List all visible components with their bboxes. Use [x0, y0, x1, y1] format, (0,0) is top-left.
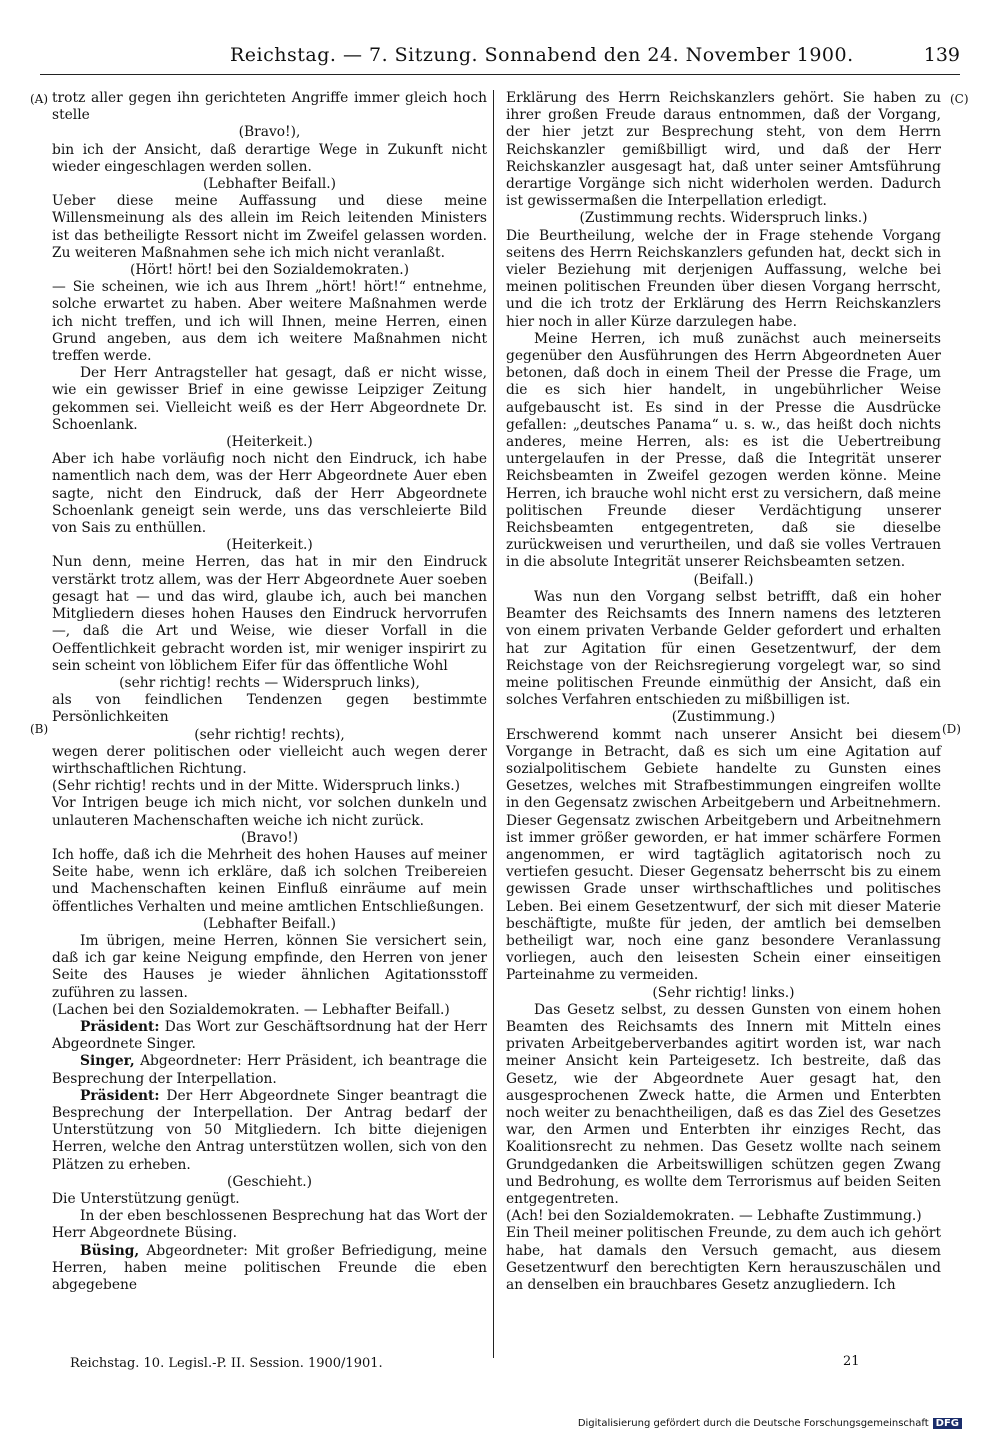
interjection: (sehr richtig! rechts),	[194, 726, 345, 743]
paragraph: Ich hoffe, daß ich die Mehrheit des hohen Hauses auf meiner Seite habe, wenn ich erkläre, daß ich solchen Treibereien und Machenschaften keinen Einfluß einräume auf mein öffentliches Verhalten und meine amtlichen Entschließungen.	[52, 846, 487, 915]
paragraph: Erklärung des Herrn Reichskanzlers gehört. Sie haben zu ihrer großen Freude daraus entnommen, daß der Vorgang, der hier jetzt zur Besprechung steht, von dem Herrn Reichskanzler gemißbilligt wird, und daß der Herr Reichskanzler ausgesagt hat, daß unter seiner Amtsführung derartige Vorgänge sich nicht widerholen werden. Dadurch ist gewissermaßen die Interpellation erledigt.	[506, 90, 941, 210]
speaker-name: Singer,	[80, 1053, 135, 1070]
margin-marker-b: (B)	[30, 722, 49, 736]
paragraph: bin ich der Ansicht, daß derartige Wege in Zukunft nicht wieder eingeschlagen werden sollen.	[52, 141, 487, 175]
right-column	[506, 90, 941, 1294]
paragraph: Nun denn, meine Herren, das hat in mir den Eindruck verstärkt trotz allem, was der Herr Abgeordnete Auer soeben gesagt hat — und das wird, glaube ich, auch bei manchen Mitgliedern dieses hohen Hauses den Eindruck hervorrufen —, daß die Art und Weise, wie dieser Vorfall in die Oeffentlichkeit gebracht worden ist, mir weniger inspirirt zu sein scheint von löblichem Eifer für das öffentliche Wohl	[52, 554, 487, 674]
left-column	[52, 90, 487, 1294]
margin-marker-c: (C)	[950, 92, 969, 106]
footer-signature-number: 21	[843, 1354, 860, 1369]
paragraph: Der Herr Antragsteller hat gesagt, daß er nicht wisse, wie ein gewisser Brief in eine gewisse Leipziger Zeitung gekommen sei. Vielleicht weiß es der Herr Abgeordnete Dr. Schoenlank.	[52, 365, 487, 433]
header-rule	[40, 74, 960, 75]
paragraph: Im übrigen, meine Herren, können Sie versichert sein, daß ich gar keine Neigung empfinde, den Herren von jener Seite des Hauses je wieder ähnlichen Agitationsstoff zuführen zu lassen.	[52, 932, 487, 1001]
header-title: Reichstag. — 7. Sitzung. Sonnabend den 24. November 1900.	[230, 44, 854, 66]
speaker-paragraph	[52, 1088, 487, 1174]
interjection: (Hört! hört! bei den Sozialdemokraten.)	[129, 262, 410, 279]
speech-text: Abgeordneter: Herr Präsident, ich beantrage die Besprechung der Interpellation.	[52, 1053, 487, 1087]
interjection: (Lebhafter Beifall.)	[202, 176, 337, 193]
paragraph: wegen derer politischen oder vielleicht auch wegen derer wirthschaftlichen Richtung.	[52, 743, 487, 777]
interjection: (Sehr richtig! links.)	[652, 984, 795, 1001]
interjection: (Zustimmung.)	[671, 709, 776, 726]
interjection: (sehr richtig! rechts — Widerspruch links),	[119, 674, 420, 691]
paragraph: Das Gesetz selbst, zu dessen Gunsten von einem hohen Beamten des Reichsamts des Innern mit Mitteln eines privaten Arbeitgeberverbandes agitirt worden ist, war nach meiner Ansicht kein Parteigesetz. Ich bestreite, daß das Gesetz, wie der Abgeordnete Auer gesagt hat, den ausgesprochenen Zweck hatte, die Armen und Enterbten noch weiter zu benachtheiligen, daß es das Ziel des Gesetzes war, den Armen und Enterbten ihr einziges Recht, das Koalitionsrecht zu nehmen. Das Gesetz wollte nach seinem Grundgedanken die Arbeitswilligen schützen gegen Zwang und Bedrohung, es wollte dem Terrorismus auf beiden Seiten entgegentreten.	[506, 1001, 941, 1207]
paragraph: Vor Intrigen beuge ich mich nicht, vor solchen dunkeln und unlauteren Machenschaften weiche ich nicht zurück.	[52, 795, 487, 829]
interjection: (Heiterkeit.)	[226, 434, 313, 451]
speaker-paragraph	[52, 1019, 487, 1053]
footer-session-line: Reichstag. 10. Legisl.-P. II. Session. 1900/1901.	[70, 1356, 383, 1371]
paragraph: (Lachen bei den Sozialdemokraten. — Lebhafter Beifall.)	[52, 1001, 450, 1018]
paragraph: Aber ich habe vorläufig noch nicht den Eindruck, ich habe namentlich nach dem, was der Herr Abgeordnete Auer eben sagte, nicht den Eindruck, daß der Herr Abgeordnete Schoenlank geneigt sein werde, uns das verschleierte Bild von Sais zu enthüllen.	[52, 451, 487, 537]
speaker-paragraph	[52, 1243, 487, 1295]
speaker-name: Büsing,	[80, 1242, 140, 1259]
page-number: 139	[923, 44, 960, 66]
page-header	[40, 44, 960, 72]
paragraph: Ein Theil meiner politischen Freunde, zu dem auch ich gehört habe, hat damals den Versuch gemacht, aus diesem Gesetzentwurf den berechtigten Kern herauszuschälen und an denselben ein brauchbares Gesetz anzugliedern. Ich	[506, 1225, 941, 1294]
speaker-name: Präsident:	[80, 1018, 160, 1035]
credit-text: Digitalisierung gefördert durch die Deutsche Forschungsgemeinschaft	[577, 1418, 929, 1429]
margin-marker-d: (D)	[942, 722, 961, 736]
paragraph: als von feindlichen Tendenzen gegen bestimmte Persönlichkeiten	[52, 692, 487, 726]
interjection: (Beifall.)	[693, 571, 754, 588]
paragraph: Die Beurtheilung, welche der in Frage stehende Vorgang seitens des Herrn Reichskanzlers gefunden hat, deckt sich in vieler Beziehung mit derjenigen Auffassung, welche bei meinen politischen Freunden über diesen Vorgang herrscht, und die ich trotz der Erklärung des Herrn Reichskanzlers hier noch in aller Kürze darzulegen habe.	[506, 227, 941, 330]
interjection: (Heiterkeit.)	[226, 537, 313, 554]
margin-marker-a: (A)	[30, 92, 49, 106]
speech-text: Der Herr Abgeordnete Singer beantragt die Besprechung der Interpellation. Der Antrag bedarf der Unterstützung von 50 Mitgliedern. Ich bitte diejenigen Herren, welche den Antrag unterstützen wollen, sich von den Plätzen zu erheben.	[52, 1087, 487, 1173]
speech-text: Das Wort zur Geschäftsordnung hat der Herr Abgeordnete Singer.	[52, 1018, 487, 1053]
interjection: (Zustimmung rechts. Widerspruch links.)	[579, 210, 868, 227]
digitization-credit	[578, 1418, 962, 1429]
interjection: (Bravo!)	[240, 829, 299, 846]
speaker-paragraph	[52, 1053, 487, 1087]
paragraph: In der eben beschlossenen Besprechung hat das Wort der Herr Abgeordnete Büsing.	[52, 1208, 487, 1242]
column-divider	[493, 90, 494, 1358]
speech-text: Abgeordneter: Mit großer Befriedigung, meine Herren, haben meine politischen Freunde die eben abgegebene	[52, 1242, 487, 1294]
interjection: (Lebhafter Beifall.)	[202, 915, 337, 932]
interjection: (Geschieht.)	[226, 1173, 313, 1190]
paragraph: Meine Herren, ich muß zunächst auch meinerseits gegenüber den Ausführungen des Herrn Abgeordneten Auer betonen, daß doch in einem Theil der Presse die Frage, um die es sich hier handelt, in ungebührlicher Weise aufgebauscht ist. Es sind in der Presse die Ausdrücke gefallen: „deutsches Panama“ u. s. w., das heißt doch nichts anderes, meine Herren, als: es ist die Uebertreibung untergelaufen in der Presse, daß die Integrität unserer Reichsbeamten in Zweifel gezogen werden könne. Meine Herren, ich brauche wohl nicht erst zu versichern, daß meine politischen Freunde dieser Verdächtigung unserer Reichsbeamten entgegentreten, daß sie dieselbe zurückweisen und verurtheilen, und daß sie volles Vertrauen in die absolute Integrität unserer Reichsbeamten setzen.	[506, 330, 941, 571]
paragraph: — Sie scheinen, wie ich aus Ihrem „hört! hört!“ entnehme, solche erwartet zu haben. Aber weitere Maßnahmen werde ich nicht treffen, und ich will Ihnen, meine Herren, einen Grund angeben, aus dem ich weitere Maßnahmen nicht treffen werde.	[52, 279, 487, 365]
paragraph: (Ach! bei den Sozialdemokraten. — Lebhafte Zustimmung.)	[506, 1208, 922, 1225]
interjection: (Bravo!),	[238, 124, 301, 141]
dfg-logo: DFG	[933, 1418, 962, 1429]
paragraph: Was nun den Vorgang selbst betrifft, daß ein hoher Beamter des Reichsamts des Innern namens des letzteren von einem privaten Verbande Gelder gefordert und erhalten hat zur Agitation für einen Gesetzentwurf, der dem Reichstage von der Reichsregierung vorgelegt war, so sind meine politischen Freunde einmüthig der Ansicht, daß ein solches Verfahren entschieden zu mißbilligen ist.	[506, 588, 941, 709]
speaker-name: Präsident:	[80, 1087, 160, 1104]
paragraph: (Sehr richtig! rechts und in der Mitte. Widerspruch links.)	[52, 778, 461, 795]
paragraph: Erschwerend kommt nach unserer Ansicht bei diesem Vorgange in Betracht, daß es sich um eine Agitation auf sozialpolitischem Gebiete handelte zu Gunsten eines Gesetzes, welches mit Strafbestimmungen eingreifen wollte in den Gegensatz zwischen Arbeitgebern und Arbeitnehmern. Dieser Gegensatz zwischen Arbeitgebern und Arbeitnehmern ist immer größer geworden, er hat immer schärfere Formen angenommen, er wird tagtäglich agitatorisch noch zu vertiefen gesucht. Dieser Gegensatz beherrscht bis zu einem gewissen Grade unser wirthschaftliches und politisches Leben. Bei einem Gesetzentwurf, der sich mit dieser Materie beschäftigte, mußte für jeden, der amtlich bei demselben betheiligt war, noch eine ganz besondere Veranlassung vorliegen, auch den leisesten Schein einer einseitigen Parteinahme zu vermeiden.	[506, 726, 941, 984]
paragraph: Die Unterstützung genügt.	[52, 1191, 240, 1207]
paragraph: Ueber diese meine Auffassung und diese meine Willensmeinung als des allein im Reich leitenden Ministers ist das betheiligte Ressort nicht im Zweifel gelassen worden. Zu weiteren Maßnahmen sehe ich mich nicht veranlaßt.	[52, 193, 487, 261]
paragraph: trotz aller gegen ihn gerichteten Angriffe immer gleich hoch stelle	[52, 90, 487, 124]
